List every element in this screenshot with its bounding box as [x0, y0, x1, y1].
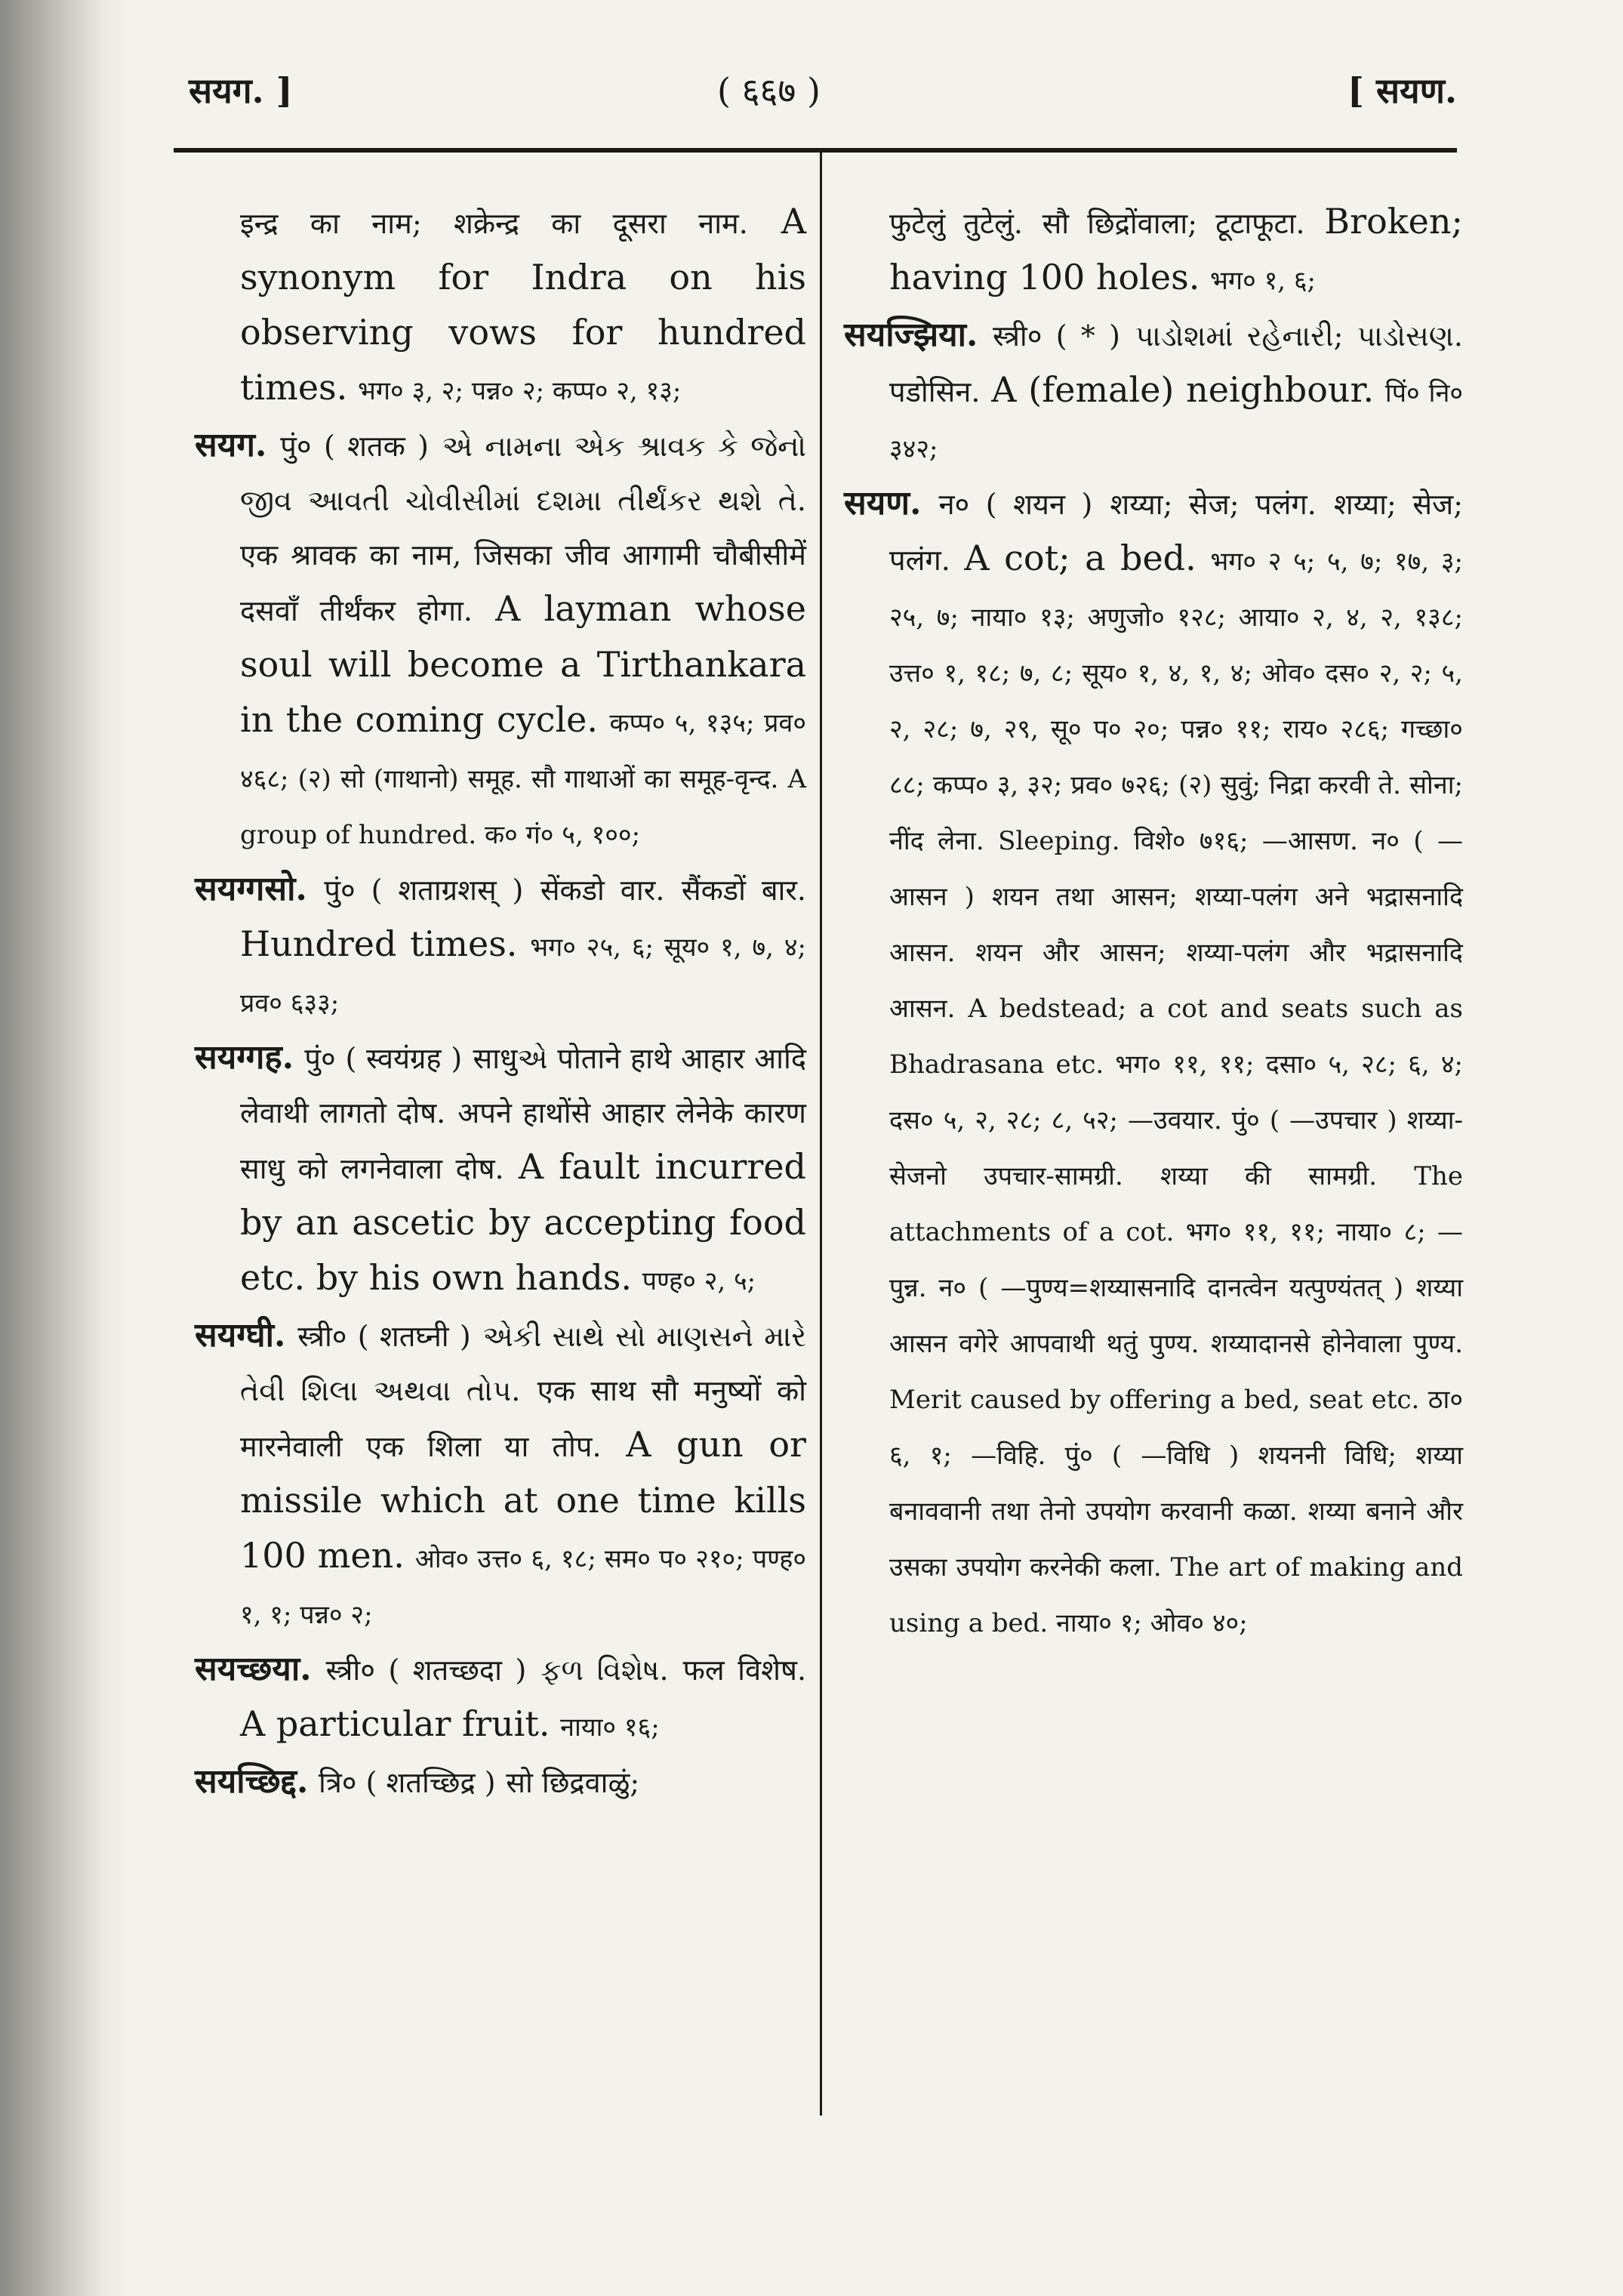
- left-column: [195, 195, 806, 1810]
- entry-hindi-gloss: फल विशेष.: [682, 1653, 807, 1687]
- right-column: [844, 195, 1463, 1650]
- entry-english-gloss: A fault incurred by an ascetic by accepting food etc. by his own hands.: [240, 1146, 806, 1298]
- page-header: [174, 66, 1457, 119]
- column-divider: [820, 153, 822, 2116]
- entry-references: भग० २ ५; ५, ७; १७, ३; २५, ७; नाया० १३; अणुजो० १२८; आया० २, ४, २, १३८; उत्त० १, १८; ७, ८; सूय० १, ४, १, ४; ओव० दस० २, २; ५, २, २८; ७, २९, सू० प० २०; पन्न० ११; राय० २८६; गच्छा० ८८; कप्प० ३, ३२; प्रव० ७२६; (२) सुवुं; निद्रा करवी ते. सोना; नींद लेना. Sleeping. विशे० ७१६; —आसण. न० ( —आसन ) शयन तथा आसन; शय्या-पलंग अने भद्रासनादि आसन. शयन और आसन; शय्या-पलंग और भद्रासनादि आसन. A bedstead; a cot and seats such as Bhadrasana etc. भग० ११, ११; दसा० ५, २८; ६, ४; दस० ५, २, २८; ८, ५२; —उवयार. पुं० ( —उपचार ) शय्या-सेजनो उपचार-सामग्री. शय्या की सामग्री. The attachments of a cot. भग० ११, ११; नाया० ८; —पुन्न. न० ( —पुण्य=शय्यासनादि दानत्वेन यत्पुण्यंतत् ) शय्या आसन वगेरे आपवाथी थतुं पुण्य. शय्यादानसे होनेवाला पुण्य. Merit caused by offering a bed, seat etc. ठा० ६, १; —विहि. पुं० ( —विधि ) शयननी विधि; शय्या बनाववानी तथा तेनो उपयोग करवानी कळा. शय्या बनाने और उसका उपयोग करनेकी कला. The art of making and using a bed. नाया० १; ओव० ४०;: [889, 547, 1463, 1638]
- entry-hindi-gloss: एक श्रावक का नाम, जिसका जीव आगामी चौबीसीमें दसवाँ तीर्थंकर होगा.: [240, 538, 806, 627]
- dictionary-entry: [195, 418, 806, 862]
- dictionary-entry: [844, 476, 1463, 1650]
- entry-hindi-gloss: पडोसिन.: [889, 375, 981, 408]
- entry-english-gloss: Broken; having 100 holes.: [889, 201, 1464, 297]
- dictionary-entry: [195, 1308, 806, 1642]
- entry-grammar: स्त्री० ( शतच्छदा ): [325, 1653, 527, 1687]
- entry-english-gloss: A gun or missile which at one time kills 100 men.: [240, 1424, 807, 1576]
- page-number: ( ६६७ ): [717, 70, 821, 111]
- entry-hindi-gloss: शय्या; सेज; पलंग.: [889, 488, 1464, 577]
- entry-references: नाया० १६;: [560, 1712, 660, 1743]
- entry-references: भग० १, ६;: [1210, 266, 1316, 296]
- entry-gujarati-gloss: એકી સાથે સો માણસને મારે તેવી શિલા અથવા તોપ.: [240, 1320, 806, 1407]
- entry-gujarati-gloss: साधुએ पोताने हाथे आहार आदि लेवाथी लागतो दोष.: [240, 1042, 807, 1130]
- entry-references: कप्प० ५, १३५; प्रव० ४६८; (२) सो (गाथानो) समूह. सौ गाथाओं का समूह-वृन्द. A group of hundred. क० गं० ५, १००;: [240, 708, 807, 850]
- book-binding-shadow: [0, 0, 128, 2296]
- entry-gujarati-gloss: ફળ વિશેષ.: [540, 1653, 669, 1687]
- entry-english-gloss: Hundred times.: [240, 923, 518, 964]
- dictionary-entry: [195, 1755, 806, 1810]
- entry-grammar: न० ( शयन ): [938, 488, 1093, 521]
- entry-hindi-gloss: अपने हाथोंसे आहार लेनेके कारण साधु को लगनेवाला दोष.: [240, 1096, 806, 1185]
- entry-grammar: स्त्री० ( शतघ्नी ): [297, 1320, 471, 1353]
- entry-headword: सयज्झिया.: [844, 316, 978, 354]
- entry-headword: सयग्गसो.: [195, 870, 307, 908]
- entry-gujarati-gloss: એ નામના એક શ્રાવક કે જેનો જીવ આવતી ચોવીસીમાં દશમા તીર્થંકર થશે તે.: [240, 430, 806, 517]
- dictionary-entry: [195, 1031, 806, 1308]
- entry-headword: सयग.: [195, 426, 267, 464]
- entry-hindi-gloss: सौ छिद्रोंवाला; टूटाफूटा.: [1042, 207, 1305, 240]
- entry-english-gloss: A particular fruit.: [240, 1703, 550, 1744]
- entry-gujarati-gloss: सो छिद्रवाळुं;: [506, 1766, 640, 1799]
- entry-hindi-gloss: इन्द्र का नाम; शक्रेन्द्र का दूसरा नाम.: [240, 207, 748, 240]
- dictionary-entry: [195, 862, 806, 1031]
- dictionary-entry: [195, 1642, 806, 1755]
- header-rule: [174, 148, 1457, 153]
- entry-grammar: पुं० ( शताग्रशस् ): [324, 874, 524, 907]
- entry-gujarati-gloss: फुटेलुं तुटेलुं.: [889, 207, 1023, 240]
- dictionary-entry: [844, 308, 1463, 476]
- header-right-guideword: [ सयण.: [1347, 70, 1457, 111]
- entry-grammar: पुं० ( शतक ): [280, 430, 429, 463]
- entry-hindi-gloss: सैंकडों बार.: [681, 874, 807, 907]
- header-left-guideword: सयग. ]: [189, 70, 293, 111]
- entry-headword: सयच्छिद्द.: [195, 1762, 309, 1801]
- entry-english-gloss: A cot; a bed.: [964, 538, 1196, 578]
- entry-references: पण्ह० २, ५;: [642, 1266, 756, 1296]
- entry-gujarati-gloss: પાડોશમાં રહેનારી; પાડોસણ.: [1135, 319, 1464, 353]
- entry-english-gloss: A synonym for Indra on his observing vows for hundred times.: [240, 201, 807, 408]
- entry-grammar: स्त्री० ( * ): [993, 319, 1120, 353]
- dictionary-entry: [195, 195, 806, 418]
- entry-headword: सयग्घी.: [195, 1316, 286, 1354]
- entry-english-gloss: A (female) neighbour.: [991, 369, 1375, 410]
- entry-headword: सयग्गह.: [195, 1038, 294, 1077]
- entry-headword: सयण.: [844, 484, 922, 522]
- entry-english-gloss: A layman whose soul will become a Tirthankara in the coming cycle.: [240, 588, 807, 740]
- entry-gujarati-gloss: शय्या; सेज; पलंग.: [1110, 488, 1317, 521]
- entry-headword: सयच्छया.: [195, 1650, 312, 1688]
- entry-grammar: त्रि० ( शतच्छिद्र ): [318, 1766, 496, 1799]
- entry-hindi-gloss: एक साथ सौ मनुष्यों को मारनेवाली एक शिला या तोप.: [240, 1374, 806, 1463]
- entry-references: ओव० उत्त० ६, १८; सम० प० २१०; पण्ह० १, १; पन्न० २;: [240, 1544, 807, 1630]
- entry-gujarati-gloss: सेंकडो वार.: [540, 874, 665, 907]
- dictionary-entry: [844, 195, 1463, 308]
- entry-grammar: पुं० ( स्वयंग्रह ): [304, 1042, 463, 1075]
- entry-references: भग० ३, २; पन्न० २; कप्प० २, १३;: [357, 376, 682, 406]
- entry-references: पिं० नि० ३४२;: [889, 378, 1464, 464]
- entry-references: भग० २५, ६; सूय० १, ७, ४; प्रव० ६३३;: [240, 932, 806, 1019]
